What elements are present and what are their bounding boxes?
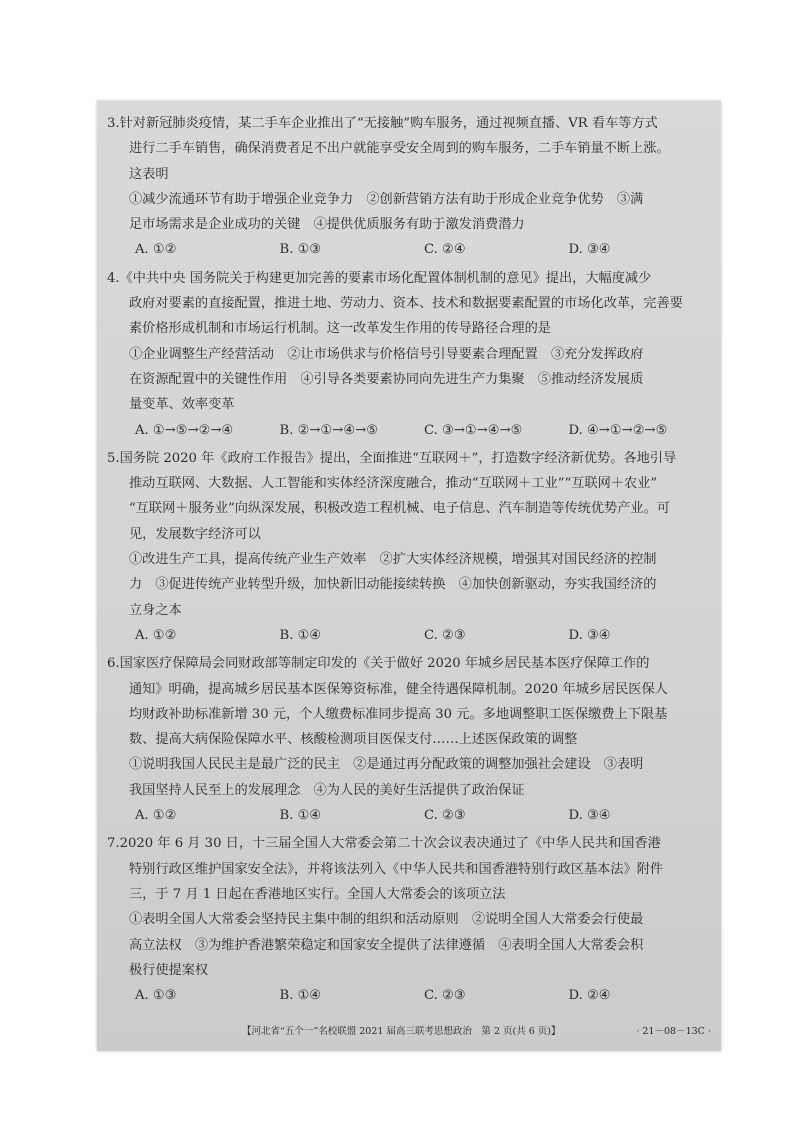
- answer-choice-c: C. ③→①→④→⑤: [424, 422, 523, 438]
- answer-choices: [107, 983, 713, 1008]
- question-text-line: 5.国务院 2020 年《政府工作报告》提出，全面推进“互联网＋”，打造数字经济新优势。各地引导: [107, 450, 677, 466]
- answer-choice-a: A. ①②: [135, 808, 177, 824]
- question-text-line: 极行使提案权: [129, 962, 209, 978]
- answer-choice-a: A. ①→⑤→②→④: [135, 422, 234, 438]
- question-text-line: 3.针对新冠肺炎疫情，某二手车企业推出了“无接触”购车服务，通过视频直播、VR 看车等方式: [107, 116, 658, 131]
- answer-choice-d: D. ②④: [568, 988, 611, 1004]
- question-text-line: 进行二手车销售，确保消费者足不出户就能享受安全周到的购车服务，二手车销量不断上涨。: [129, 141, 670, 157]
- answer-choice-b: B. ①④: [279, 627, 322, 643]
- question-text-line: 推动互联网、大数据、人工智能和实体经济深度融合，推动“互联网＋工业”“互联网＋农业”: [129, 476, 658, 492]
- answer-choice-b: B. ①④: [279, 988, 322, 1004]
- question-text-line: ①减少流通环节有助于增强企业竞争力 ②创新营销方法有助于形成企业竞争优势 ③满: [129, 191, 644, 207]
- question-text-line: 特别行政区维护国家安全法》，并将该法列入《中华人民共和国香港特别行政区基本法》附件: [129, 861, 664, 877]
- footer-exam-info: 【河北省“五个一”名校联盟 2021 届高三联考思想政治 第 2 页(共 6 页)】: [242, 1026, 561, 1037]
- question-text-line: 力 ③促进传统产业转型升级，加快新旧动能接续转换 ④加快创新驱动，夯实我国经济的: [129, 577, 657, 593]
- answer-choice-b: B. ②→①→④→⑤: [279, 422, 379, 438]
- question-text-line: ①表明全国人大常委会坚持民主集中制的组织和活动原则 ②说明全国人大常委会行使最: [129, 912, 644, 928]
- answer-choices: [107, 803, 713, 828]
- answer-choices: [107, 418, 713, 443]
- questions-container: [107, 111, 713, 1011]
- footer-code: · 21－08－13C ·: [636, 1026, 711, 1037]
- answer-choice-c: C. ②③: [424, 808, 466, 824]
- answer-choice-d: D. ③④: [568, 627, 611, 643]
- answer-choice-b: B. ①③: [279, 242, 322, 258]
- question-7: [107, 831, 713, 1008]
- question-text-line: 见，发展数字经济可以: [129, 526, 261, 542]
- question-text-line: 高立法权 ③为维护香港繁荣稳定和国家安全提供了法律遵循 ④表明全国人大常委会积: [129, 937, 644, 953]
- question-3: [107, 111, 713, 263]
- answer-choice-a: A. ①②: [135, 242, 177, 258]
- answer-choice-c: C. ②③: [424, 988, 466, 1004]
- question-text-line: 在资源配置中的关键性作用 ④引导各类要素协同向先进生产力集聚 ⑤推动经济发展质: [129, 371, 644, 387]
- question-text-line: 立身之本: [129, 602, 182, 618]
- answer-choice-d: D. ③④: [568, 242, 611, 258]
- answer-choice-c: C. ②③: [424, 627, 466, 643]
- answer-choice-a: A. ①②: [135, 627, 177, 643]
- question-text-line: 政府对要素的直接配置，推进土地、劳动力、资本、技术和数据要素配置的市场化改革，完善要: [129, 296, 683, 312]
- answer-choice-d: D. ④→①→②→⑤: [568, 422, 668, 438]
- answer-choice-a: A. ①③: [135, 988, 177, 1004]
- exam-page: [97, 101, 721, 1051]
- answer-choice-d: D. ③④: [568, 808, 611, 824]
- question-text-line: 通知》明确，提高城乡居民基本医保筹资标准，健全待遇保障机制。2020 年城乡居民医保人: [129, 681, 668, 697]
- question-text-line: 量变革、效率变革: [129, 397, 235, 413]
- question-text-line: “互联网＋服务业”向纵深发展，积极改造工程机械、电子信息、汽车制造等传统优势产业。可: [129, 501, 670, 517]
- question-text-line: ①说明我国人民民主是最广泛的民主 ②是通过再分配政策的调整加强社会建设 ③表明: [129, 757, 644, 773]
- answer-choice-b: B. ①④: [279, 808, 322, 824]
- question-text-line: 均财政补助标准新增 30 元，个人缴费标准同步提高 30 元。多地调整职工医保缴费上下限基: [129, 706, 668, 722]
- question-6: [107, 651, 713, 828]
- question-text-line: ①改进生产工具，提高传统产业生产效率 ②扩大实体经济规模，增强其对国民经济的控制: [129, 552, 657, 568]
- answer-choices: [107, 237, 713, 262]
- question-text-line: 素价格形成机制和市场运行机制。这一改革发生作用的传导路径合理的是: [129, 321, 551, 337]
- question-text-line: 我国坚持人民至上的发展理念 ④为人民的美好生活提供了政治保证: [129, 782, 525, 798]
- question-text-line: 足市场需求是企业成功的关键 ④提供优质服务有助于激发消费潜力: [129, 217, 525, 233]
- question-text-line: 这表明: [129, 166, 169, 182]
- question-text-line: 7.2020 年 6 月 30 日，十三届全国人大常委会第二十次会议表决通过了《中华人民共和国香港: [107, 836, 661, 852]
- question-text-line: 三，于 7 月 1 日起在香港地区实行。全国人大常委会的该项立法: [129, 886, 506, 902]
- question-4: [107, 266, 713, 443]
- answer-choices: [107, 623, 713, 648]
- page-footer: [97, 1025, 721, 1039]
- question-text-line: 4.《中共中央 国务院关于构建更加完善的要素市场化配置体制机制的意见》提出，大幅度减少: [107, 270, 652, 286]
- question-text-line: ①企业调整生产经营活动 ②让市场供求与价格信号引导要素合理配置 ③充分发挥政府: [129, 346, 644, 362]
- question-text-line: 数、提高大病保险保障水平、核酸检测项目医保支付……上述医保政策的调整: [129, 732, 578, 748]
- question-text-line: 6.国家医疗保障局会同财政部等制定印发的《关于做好 2020 年城乡居民基本医疗保障工作的: [107, 656, 650, 672]
- question-5: [107, 446, 713, 648]
- answer-choice-c: C. ②④: [424, 242, 466, 258]
